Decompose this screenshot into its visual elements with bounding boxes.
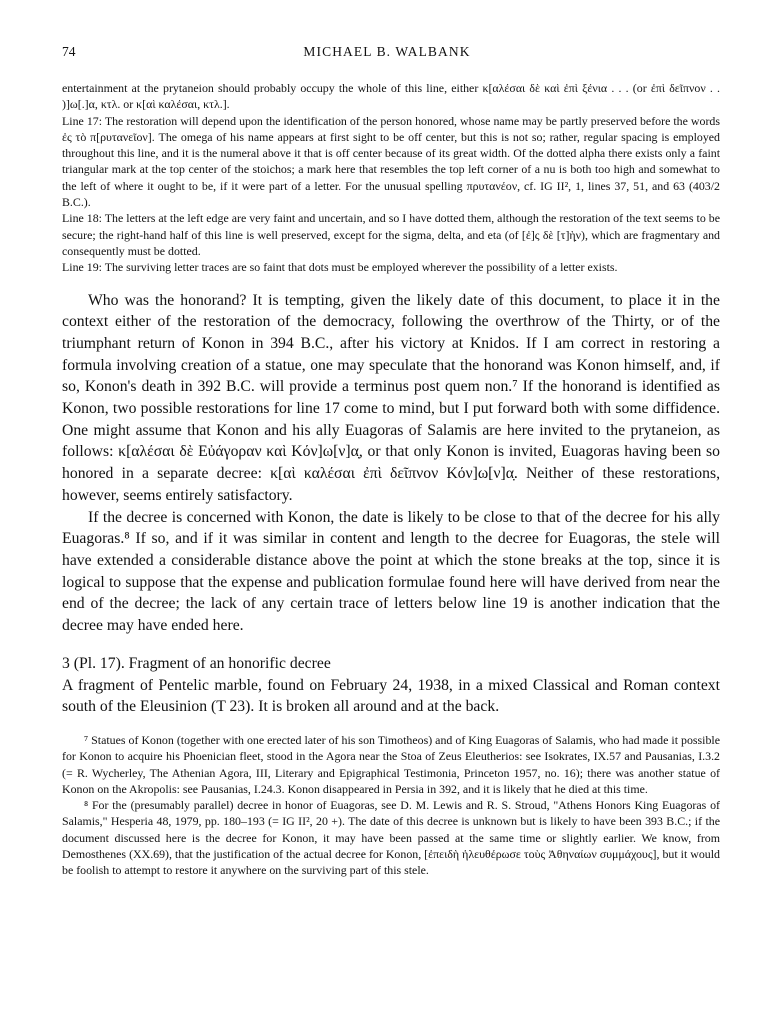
footnote-8: ⁸ For the (presumably parallel) decree in honor of Euagoras, see D. M. Lewis and R. S. Stroud, "Athens Honors King Euagoras of Salamis," Hesperia 48, 1979, pp. 180–193 (= IG II², 20 +). The date of this decree is unknown but is likely to have been 393 B.C.; if the document discussed here is the decree for Konon, it may have been passed at the same time or slightly earlier. We know, from Demosthenes (XX.69), that the justification of the actual decree for Konon, [ἐπειδὴ ἠλευθέρωσε τοὺς Ἀθηναίων συμμάχους], but it would be foolish to attempt to restore it anywhere on the surviving part of this stele. bbox=[62, 798, 720, 878]
note-line-17: Line 17: The restoration will depend upon the identification of the person honored, whose name may be partly preserved before the words ἐς τὸ π[ρυτανεῖον]. The omega of his name appears at first sight to be off center, but this is not so; rather, regular spacing is employed throughout this line, and it is the numeral above it that is off center because of its great width. Of the dotted alpha there exists only a faint triangular mark at the top center of the stoichos; a mark here that resembles the top left corner of a nu is both too high and somewhat to the left of where it ought to be, if it were part of a letter. For the unusual spelling πρυτανέον, cf. IG II², 1, lines 37, 51, and 63 (403/2 B.C.). bbox=[62, 113, 720, 210]
paragraph-honorand: Who was the honorand? It is tempting, given the likely date of this document, to place it in the context either of the restoration of the democracy, following the overthrow of the Thirty, or of the triumphant return of Konon in 394 B.C., after his victory at Knidos. If I am correct in restoring a formula involving creation of a statue, one may speculate that the honorand was Konon himself, and, if so, Konon's death in 392 B.C. will provide a terminus post quem non.⁷ If the honorand is identified as Konon, two possible restorations for line 17 come to mind, but I put forward both with some diffidence. One might assume that Konon and his ally Euagoras of Salamis are here invited to the prytaneion, as follows: κ[αλέσαι δὲ Εὐάγοραν καὶ Κόν]ω[ν]α̣, or that only Konon is invited, Euagoras having been so honored in a separate decree: κ[αὶ καλέσαι ἐπὶ δεῖπνον Κόν]ω[ν]α̣. Neither of these restorations, however, seems entirely satisfactory. bbox=[62, 291, 720, 504]
commentary-notes bbox=[62, 80, 720, 276]
running-head-author: MICHAEL B. WALBANK bbox=[303, 44, 471, 59]
footnotes bbox=[62, 732, 720, 879]
paragraph-date: If the decree is concerned with Konon, the date is likely to be close to that of the decree for his ally Euagoras.⁸ If so, and if it was similar in content and length to the decree for Euagoras, the stele will have extended a considerable distance above the point at which the stone breaks at the top, since it is logical to suppose that the expense and publication formulae found here will have derived from near the end of the decree; the lack of any certain trace of letters below line 19 is another indication that the decree may have ended here. bbox=[62, 508, 720, 635]
catalogue-entry-3 bbox=[62, 653, 720, 718]
page bbox=[62, 44, 720, 879]
section-description: A fragment of Pentelic marble, found on February 24, 1938, in a mixed Classical and Roman context south of the Eleusinion (T 23). It is broken all around and at the back. bbox=[62, 676, 720, 716]
note-line-18: Line 18: The letters at the left edge are very faint and uncertain, and so I have dotted them, although the restoration of the text seems to be secure; the right-hand half of this line is well preserved, except for the sigma, delta, and eta (of [ἐ]ς δὲ [τ]ὴ̣ν), which are fragmentary and consequently must be dotted. bbox=[62, 211, 720, 258]
main-discussion bbox=[62, 290, 720, 637]
section-heading: 3 (Pl. 17). Fragment of an honorific decree bbox=[62, 654, 331, 672]
footnote-7: ⁷ Statues of Konon (together with one erected later of his son Timotheos) and of King Euagoras of Salamis, who had made it possible for Konon to acquire his Phoenician fleet, stood in the Agora near the Stoa of Zeus Eleutherios: see Isokrates, IX.57 and Pausanias, I.3.2 (= R. Wycherley, The Athenian Agora, III, Literary and Epigraphical Testimonia, Princeton 1957, no. 16); there was another statue of Konon on the Akropolis: see Pausanias, I.24.3. Konon disappeared in Persia in 392, and it is likely that he died at this time. bbox=[62, 732, 720, 796]
page-number: 74 bbox=[62, 44, 76, 59]
note-continuation: entertainment at the prytaneion should probably occupy the whole of this line, either κ[αλέσαι δὲ καὶ ἐπὶ ξένια . . . (or ἐπὶ δεῖπνον . . )]ω[.]α, κτλ. or κ[αὶ καλέσαι, κτλ.]. bbox=[62, 81, 720, 112]
running-header bbox=[62, 44, 720, 70]
note-line-19: Line 19: The surviving letter traces are so faint that dots must be employed wherever the possibility of a letter exists. bbox=[62, 260, 618, 275]
